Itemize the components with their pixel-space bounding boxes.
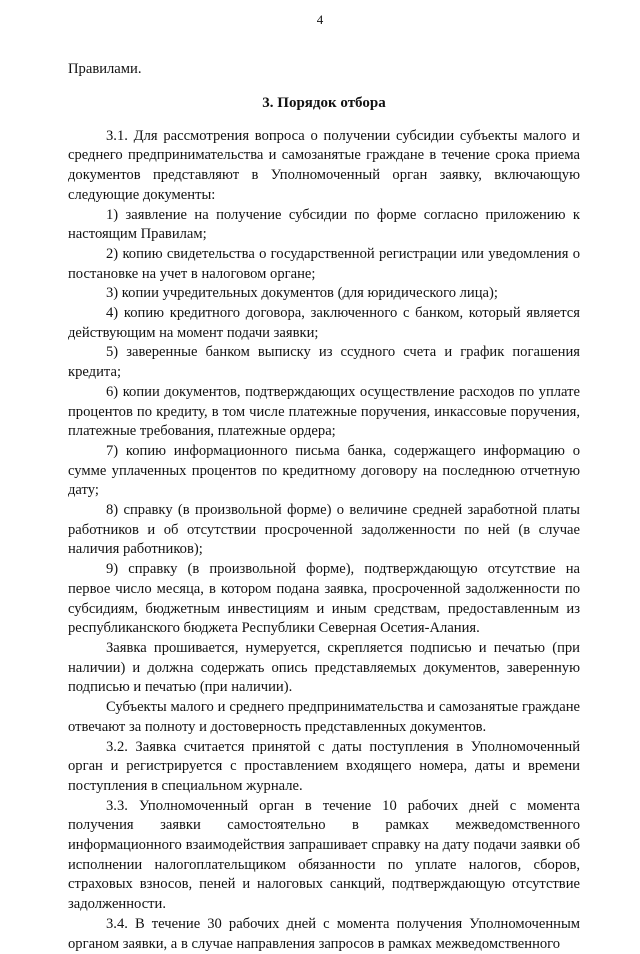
paragraph-application-binding: Заявка прошивается, нумеруется, скрепляется подписью и печатью (при наличии) и должна содержать опись представляемых документов, заверенную подписью и печатью (при наличии). — [68, 639, 580, 696]
list-item-4: 4) копию кредитного договора, заключенного с банком, который является действующим на момент подачи заявки; — [68, 305, 580, 341]
list-item-7: 7) копию информационного письма банка, содержащего информацию о сумме уплаченных процентов по кредитному договору на последнюю отчетную дату; — [68, 442, 580, 499]
list-item-1: 1) заявление на получение субсидии по форме согласно приложению к настоящим Правилам; — [68, 206, 580, 243]
list-item-3: 3) копии учредительных документов (для юридического лица); — [106, 285, 498, 302]
intro-fragment: Правилами. — [68, 61, 142, 77]
document-body — [68, 60, 580, 954]
list-item-5: 5) заверенные банком выписку из ссудного счета и график погашения кредита; — [68, 344, 580, 381]
page-number: 4 — [316, 12, 324, 27]
paragraph-3-1: 3.1. Для рассмотрения вопроса о получении субсидии субъекты малого и среднего предпринимательства и самозанятые граждане в течение срока приема документов представляют в Уполномоченный орган заявку, включающую следующие документы: — [68, 127, 580, 203]
list-item-9: 9) справку (в произвольной форме), подтверждающую отсутствие на первое число месяца, в котором подана заявка, просроченной задолженности по субсидиям, бюджетным инвестициям и иным средствам, предоставленным из республиканского бюджета Республики Северная Осетия-Алания. — [68, 561, 580, 637]
list-item-8: 8) справку (в произвольной форме) о величине средней заработной платы работников и об отсутствии просроченной задолженности по ней (в случае наличия работников); — [68, 502, 580, 558]
paragraph-3-3: 3.3. Уполномоченный орган в течение 10 рабочих дней с момента получения заявки самостоятельно в рамках межведомственного информационного взаимодействия запрашивает справку на дату подачи заявки об исполнении налогоплательщиком обязанности по уплате налогов, сборов, страховых взносов, пеней и налоговых санкций, подтверждающую отсутствие задолженности. — [68, 797, 580, 913]
paragraph-3-4: 3.4. В течение 30 рабочих дней с момента получения Уполномоченным органом заявки, а в случае направления запросов в рамках межведомственного — [68, 915, 580, 952]
paragraph-responsibility: Субъекты малого и среднего предпринимательства и самозанятые граждане отвечают за полноту и достоверность представленных документов. — [68, 699, 580, 735]
list-item-2: 2) копию свидетельства о государственной регистрации или уведомления о постановке на учет в налоговом органе; — [68, 245, 580, 282]
list-item-6: 6) копии документов, подтверждающих осуществление расходов по уплате процентов по кредиту, в том числе платежные поручения, инкассовые поручения, платежные требования, платежные ордера; — [68, 383, 580, 440]
paragraph-3-2: 3.2. Заявка считается принятой с даты поступления в Уполномоченный орган и регистрируется с проставлением входящего номера, даты и времени поступления в специальном журнале. — [68, 738, 580, 794]
section-title: 3. Порядок отбора — [262, 94, 386, 111]
